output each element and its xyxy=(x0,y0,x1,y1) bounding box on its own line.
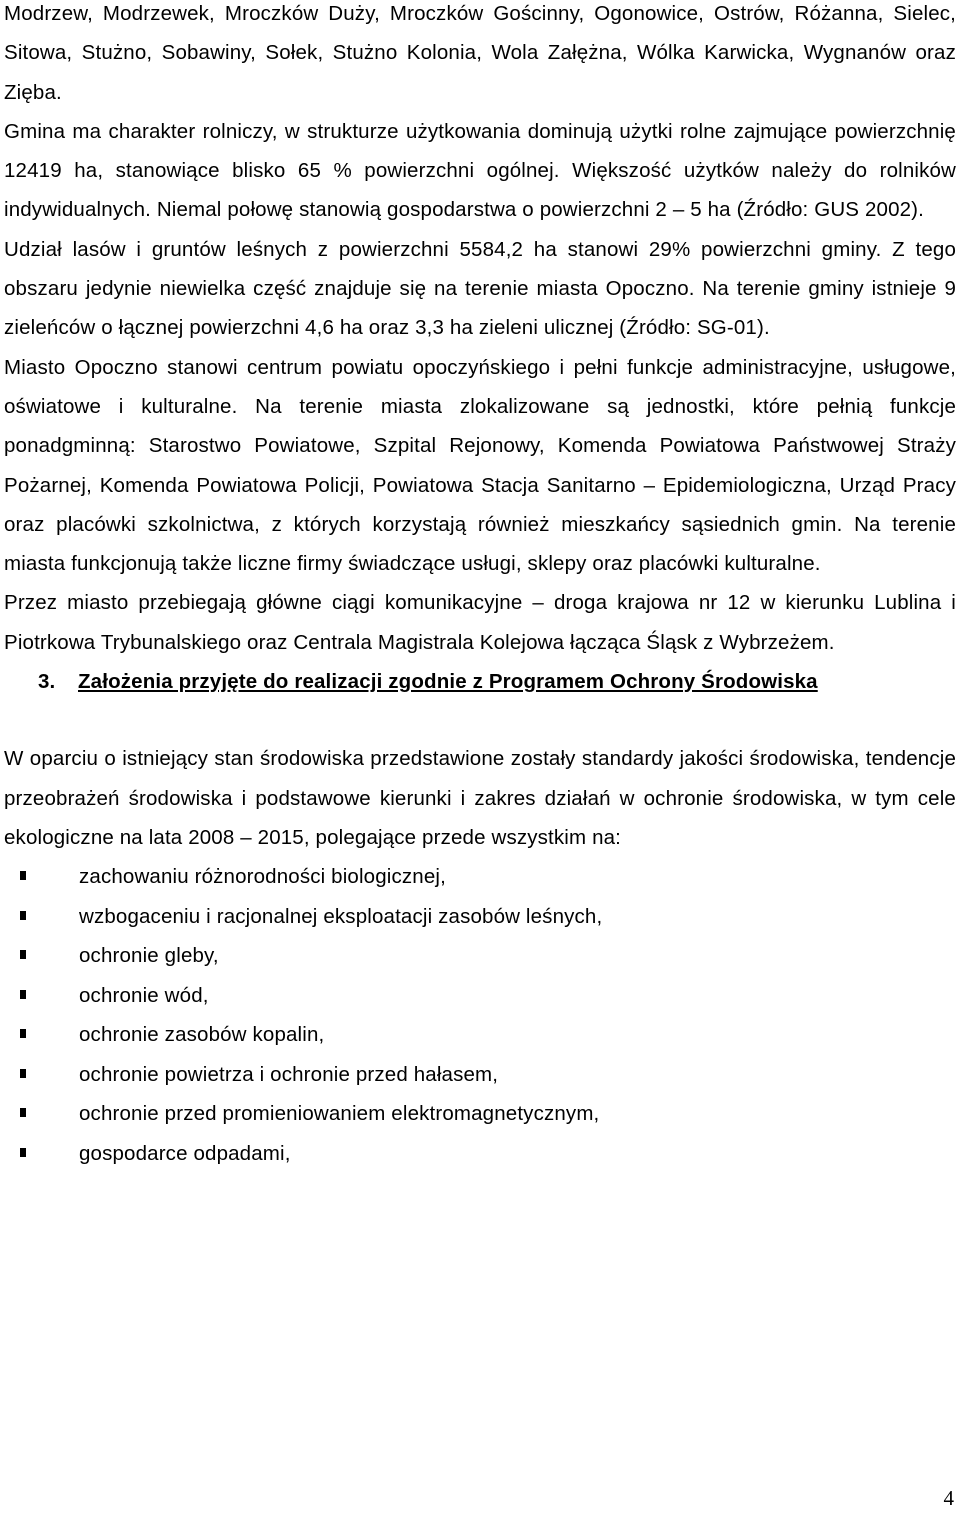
list-item xyxy=(4,1094,956,1134)
square-bullet-icon xyxy=(20,1148,26,1157)
paragraph-villages-list: Modrzew, Modrzewek, Mroczków Duży, Mroczków Gościnny, Ogonowice, Ostrów, Różanna, Sielec, Sitowa, Stużno, Sobawiny, Sołek, Stużno Kolonia, Wola Załężna, Wólka Karwicka, Wygnanów oraz Zięba. xyxy=(4,2,956,104)
paragraph-agriculture: Gmina ma charakter rolniczy, w strukturze użytkowania dominują użytki rolne zajmujące powierzchnię 12419 ha, stanowiące blisko 65 % powierzchni ogólnej. Większość użytków należy do rolników indywidualnych. Niemal połowę stanowią gospodarstwa o powierzchni 2 – 5 ha (Źródło: GUS 2002). xyxy=(4,119,956,222)
square-bullet-icon xyxy=(20,1029,26,1038)
square-bullet-icon xyxy=(20,1108,26,1117)
list-item-text: ochronie zasobów kopalin, xyxy=(79,1023,325,1047)
square-bullet-icon xyxy=(20,911,26,920)
list-item xyxy=(4,936,956,976)
paragraph-town-functions: Miasto Opoczno stanowi centrum powiatu opoczyńskiego i pełni funkcje administracyjne, usługowe, oświatowe i kulturalne. Na terenie miasta zlokalizowane są jednostki, które pełnią funkcje ponadgminną: Starostwo Powiatowe, Szpital Rejonowy, Komenda Powiatowa Państwowej Straży Pożarnej, Komenda Powiatowa Policji, Powiatowa Stacja Sanitarno – Epidemiologiczna, Urząd Pracy oraz placówki szkolnictwa, z których korzystają również mieszkańcy sąsiednich gmin. Na terenie miasta funkcjonują także liczne firmy świadczące usługi, sklepy oraz placówki kulturalne. xyxy=(4,355,956,576)
list-item-text: wzbogaceniu i racjonalnej eksploatacji zasobów leśnych, xyxy=(79,904,603,928)
list-item xyxy=(4,897,956,937)
goals-list xyxy=(4,857,956,1173)
list-item-text: ochronie wód, xyxy=(79,983,209,1007)
list-item-text: ochronie gleby, xyxy=(79,944,219,968)
page-number: 4 xyxy=(943,1486,954,1510)
list-item xyxy=(4,857,956,897)
document-page xyxy=(4,0,956,1173)
paragraph-intro: W oparciu o istniejący stan środowiska przedstawione zostały standardy jakości środowiska, tendencje przeobrażeń środowiska i podstawowe kierunki i zakres działań w ochronie środowiska, w tym cele ekologiczne na lata 2008 – 2015, polegające przede wszystkim na: xyxy=(4,747,956,849)
section-number: 3. xyxy=(38,670,56,694)
paragraph-forests: Udział lasów i gruntów leśnych z powierzchni 5584,2 ha stanowi 29% powierzchni gminy. Z tego obszaru jedynie niewielka część znajduje się na terenie miasta Opoczno. Na terenie gminy istnieje 9 zieleńców o łącznej powierzchni 4,6 ha oraz 3,3 ha zieleni ulicznej (Źródło: SG-01). xyxy=(4,237,956,340)
list-item xyxy=(4,976,956,1016)
list-item-text: gospodarce odpadami, xyxy=(79,1141,291,1165)
list-item-text: ochronie powietrza i ochronie przed hałasem, xyxy=(79,1062,499,1086)
list-item xyxy=(4,1015,956,1055)
list-item-text: ochronie przed promieniowaniem elektromagnetycznym, xyxy=(79,1102,600,1126)
section-heading xyxy=(4,662,956,701)
square-bullet-icon xyxy=(20,990,26,999)
section-title: Założenia przyjęte do realizacji zgodnie z Programem Ochrony Środowiska xyxy=(78,670,818,694)
square-bullet-icon xyxy=(20,871,26,880)
list-item xyxy=(4,1134,956,1174)
paragraph-transport: Przez miasto przebiegają główne ciągi komunikacyjne – droga krajowa nr 12 w kierunku Lublina i Piotrkowa Trybunalskiego oraz Centrala Magistrala Kolejowa łącząca Śląsk z Wybrzeżem. xyxy=(4,591,956,654)
list-item xyxy=(4,1055,956,1095)
square-bullet-icon xyxy=(20,1069,26,1078)
square-bullet-icon xyxy=(20,950,26,959)
list-item-text: zachowaniu różnorodności biologicznej, xyxy=(79,865,446,889)
